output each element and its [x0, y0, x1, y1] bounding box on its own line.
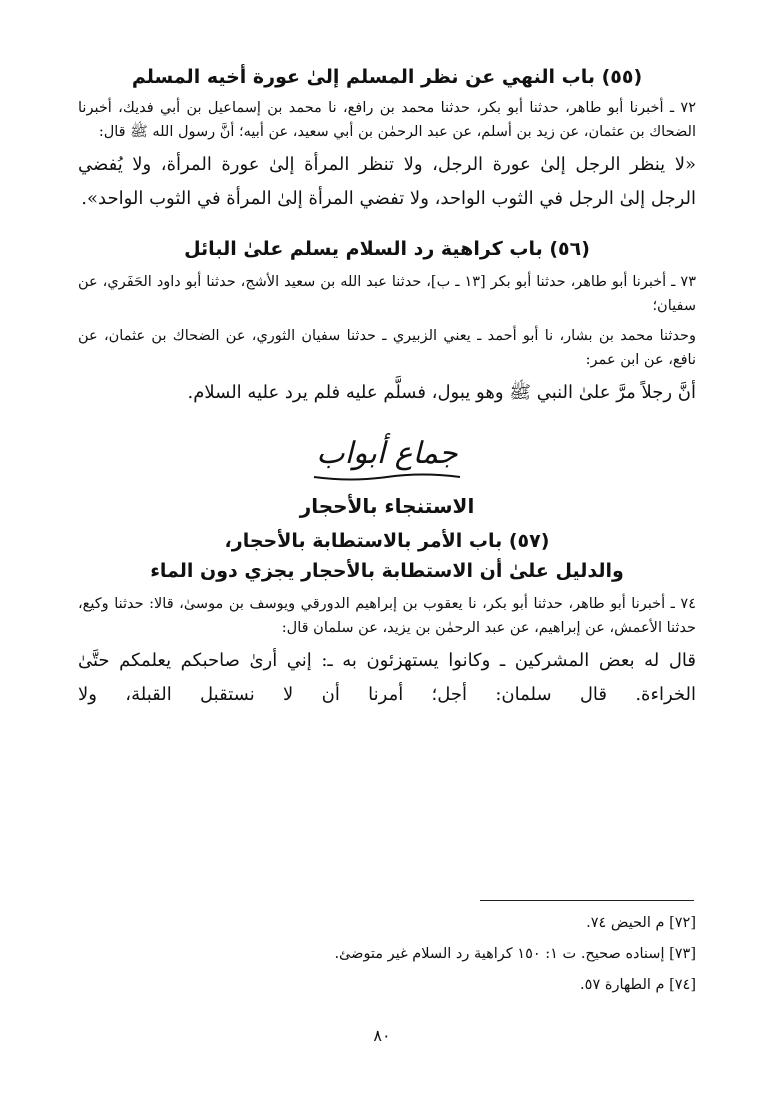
page-number: ٨٠ — [373, 1026, 391, 1045]
ornament-title — [78, 432, 696, 482]
chapter-heading-56: (٥٦) باب كراهية رد السلام يسلم علىٰ البائل — [184, 238, 590, 260]
chapter-heading-55: (٥٥) باب النهي عن نظر المسلم إلىٰ عورة أخيه المسلم — [131, 66, 643, 88]
page-body — [78, 58, 696, 712]
footnotes — [120, 908, 696, 1001]
hadith-72-isnad: ٧٢ ـ أخبرنا أبو طاهر، حدثنا أبو بكر، حدثنا محمد بن رافع، نا محمد بن إسماعيل بن أبي فديك، أخبرنا الضحاك بن عثمان، عن زيد بن أسلم، عن عبد الرحمٰن بن أبي سعيد، عن أبيه؛ أنَّ رسول الله ﷺ قال: — [78, 100, 696, 140]
ornament-flourish-icon — [312, 472, 462, 482]
chapter-heading-57-line-2: والدليل علىٰ أن الاستطابة بالأحجار يجزي دون الماء — [150, 560, 624, 582]
ornament-text: جماع أبواب — [316, 436, 458, 471]
hadith-72-matn: «لا ينظر الرجل إلىٰ عورة الرجل، ولا تنظر المرأة إلىٰ عورة المرأة، ولا يُفضي الرجل إلىٰ الرجل في الثوب الواحد، ولا تفضي المرأة إلىٰ المرأة في الثوب الواحد». — [78, 154, 696, 209]
hadith-74-isnad: ٧٤ ـ أخبرنا أبو طاهر، حدثنا أبو بكر، نا يعقوب بن إبراهيم الدورقي ويوسف بن موسىٰ، قالا: حدثنا وكيع، حدثنا الأعمش، عن إبراهيم، عن عبد الرحمٰن بن يزيد، عن سلمان قال: — [78, 596, 696, 636]
hadith-73-isnad-1: ٧٣ ـ أخبرنا أبو طاهر، حدثنا أبو بكر [١٣ ـ ب]، حدثنا عبد الله بن سعيد الأشج، حدثنا أبو داود الحَفَري، عن سفيان؛ — [78, 274, 696, 314]
section-title: الاستنجاء بالأحجار — [299, 494, 475, 518]
hadith-73-matn: أنَّ رجلاً مرَّ علىٰ النبي ﷺ وهو يبول، فسلَّم عليه فلم يرد عليه السلام. — [187, 382, 696, 403]
hadith-73-isnad-2: وحدثنا محمد بن بشار، نا أبو أحمد ـ يعني الزبيري ـ حدثنا سفيان الثوري، عن الضحاك بن عثمان، عن نافع، عن ابن عمر: — [78, 328, 696, 368]
footnote-divider — [480, 900, 694, 901]
footnote-73: [٧٣] إسناده صحيح. ت ١: ١٥٠ كراهية رد السلام غير متوضئ. — [334, 946, 696, 962]
footnote-72: [٧٢] م الحيض ٧٤. — [586, 915, 696, 931]
hadith-74-matn: قال له بعض المشركين ـ وكانوا يستهزئون به ـ: إني أرىٰ صاحبكم يعلمكم حتَّىٰ الخراءة. قال سلمان: أجل؛ أمرنا أن لا نستقبل القبلة، ولا — [78, 650, 696, 705]
footnote-74: [٧٤] م الطهارة ٥٧. — [580, 977, 696, 993]
chapter-heading-57-line-1: (٥٧) باب الأمر بالاستطابة بالأحجار، — [224, 530, 550, 552]
